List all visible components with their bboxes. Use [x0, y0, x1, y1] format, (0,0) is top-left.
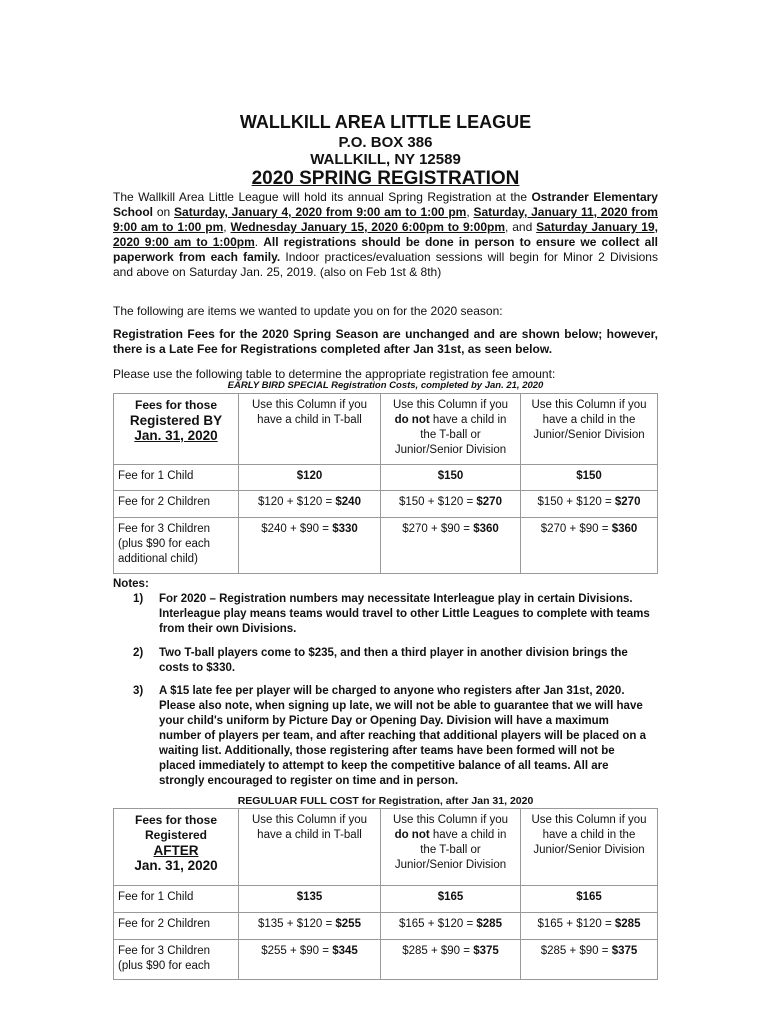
row-label: Fee for 1 Child — [114, 886, 239, 913]
fee-total: $375 — [473, 945, 499, 957]
row-label: Fee for 2 Children — [114, 913, 239, 940]
table-row — [114, 491, 658, 518]
fee-cell — [521, 491, 658, 518]
header-emphasis: do not — [394, 414, 430, 426]
header-fees-by — [114, 394, 239, 465]
header-line: Fees for those — [134, 398, 218, 412]
fee-formula: $135 + $120 = — [258, 918, 336, 930]
indoor-practice-notice: Indoor practices/evaluation sessions will begin for Minor 2 Divisions and above on Saturday Jan. 25, 2019. (also on Feb 1st & 8th) — [113, 250, 658, 279]
fee-formula: $165 + $120 = — [537, 918, 615, 930]
intro-and: and — [512, 220, 533, 234]
fee-formula: $240 + $90 = — [261, 523, 333, 535]
fee-cell — [239, 940, 381, 980]
fee-formula: $285 + $90 = — [402, 945, 474, 957]
table-row — [114, 518, 658, 574]
fee-formula: $150 + $120 = — [399, 496, 477, 508]
early-bird-caption: EARLY BIRD SPECIAL Registration Costs, completed by Jan. 21, 2020 — [227, 380, 544, 391]
date-4: Saturday January 19, 2020 9:00 am to 1:00pm — [113, 220, 658, 249]
note-number: 2) — [133, 647, 144, 659]
fee-formula: $270 + $90 = — [540, 523, 612, 535]
table-row — [114, 913, 658, 940]
header-text: have a child in the T-ball or Junior/Senior Division — [394, 414, 507, 456]
header-line: AFTER — [153, 843, 199, 858]
fee-cell — [521, 940, 658, 980]
header-line: Jan. 31, 2020 — [134, 858, 218, 873]
city-address: WALLKILL, NY 12589 — [310, 151, 461, 168]
fee-cell — [381, 518, 521, 574]
note-number: 3) — [133, 685, 144, 697]
table-header-row — [114, 809, 658, 886]
page-title: 2020 SPRING REGISTRATION — [251, 168, 520, 189]
date-3: Wednesday January 15, 2020 6:00pm to 9:00pm — [230, 220, 506, 234]
table-row — [114, 940, 658, 980]
note-text: Two T-ball players come to $235, and then a third player in another division brings the costs to $330. — [159, 647, 628, 674]
fee-total: $360 — [611, 523, 638, 535]
fee-cell — [521, 518, 658, 574]
fee-cell — [381, 913, 521, 940]
fee-total: $360 — [473, 523, 499, 535]
row-label: Fee for 1 Child — [114, 465, 239, 491]
fee-cell — [239, 913, 381, 940]
location: Ostrander Elementary School — [113, 190, 658, 219]
date-1: Saturday, January 4, 2020 from 9:00 am to 1:00 pm — [174, 205, 467, 219]
table-row — [114, 886, 658, 913]
early-bird-table — [113, 393, 658, 574]
header-no-tball — [381, 394, 521, 465]
row-label: Fee for 3 Children (plus $90 for each — [114, 940, 239, 980]
fee-total: $270 — [614, 496, 641, 508]
fee-total: $285 — [476, 918, 502, 930]
use-table-line: Please use the following table to determine the appropriate registration fee amount: — [113, 367, 556, 381]
org-name: WALLKILL AREA LITTLE LEAGUE — [239, 112, 532, 132]
header-line: Fees for those — [134, 813, 218, 827]
fee-total: $285 — [614, 918, 641, 930]
fees-notice: Registration Fees for the 2020 Spring Season are unchanged and are shown below; however, there is a Late Fee for Registrations completed after Jan 31st, as seen below. — [113, 327, 658, 356]
row-label: Fee for 2 Children — [114, 491, 239, 518]
fee-cell — [239, 518, 381, 574]
regular-table — [113, 808, 658, 980]
fee-cell: $120 — [239, 465, 381, 491]
fee-total: $375 — [611, 945, 638, 957]
row-label: Fee for 3 Children (plus $90 for each additional child) — [114, 518, 239, 574]
in-person-notice: All registrations should be done in person to ensure we collect all paperwork from each family. — [113, 235, 658, 264]
fee-cell: $150 — [521, 465, 658, 491]
notes-title: Notes: — [113, 578, 149, 590]
table-row — [114, 465, 658, 491]
fee-cell — [381, 491, 521, 518]
header-no-tball — [381, 809, 521, 886]
intro-paragraph: The Wallkill Area Little League will hold its annual Spring Registration at the Ostrander Elementary School on Saturday, January 4, 2020 from 9:00 am to 1:00 pm, Saturday, January 11, 2020 from 9:00 am to 1:00 pm, Wednesday January 15, 2020 6:00pm to 9:00pm, and Saturday January 19, 2020 9:00 am to 1:00pm. All registrations should be done in person to ensure we collect all paperwork from each family. Indoor practices/evaluation sessions will begin for Minor 2 Divisions and above on Saturday Jan. 25, 2019. (also on Feb 1st & 8th) — [113, 190, 658, 279]
fee-cell: $135 — [239, 886, 381, 913]
header-text: Use this Column if you — [392, 814, 509, 826]
fee-cell — [239, 491, 381, 518]
header-text: have a child in the T-ball or Junior/Senior Division — [394, 829, 507, 871]
note-number: 1) — [133, 593, 144, 605]
header-emphasis: do not — [394, 829, 430, 841]
fee-cell — [381, 940, 521, 980]
fee-formula: $285 + $90 = — [540, 945, 612, 957]
fee-formula: $270 + $90 = — [402, 523, 474, 535]
header-tball: Use this Column if you have a child in T-ball — [239, 394, 381, 465]
header-fees-after — [114, 809, 239, 886]
items-line: The following are items we wanted to update you on for the 2020 season: — [113, 304, 503, 318]
header-junior-senior: Use this Column if you have a child in the Junior/Senior Division — [521, 809, 658, 886]
po-box: P.O. BOX 386 — [338, 134, 433, 151]
fee-cell: $150 — [381, 465, 521, 491]
note-text: For 2020 – Registration numbers may necessitate Interleague play in certain Divisions. Interleague play means teams would travel to other Little Leagues to complete with teams from their own Divisions. — [159, 593, 650, 635]
table-header-row — [114, 394, 658, 465]
fee-formula: $255 + $90 = — [261, 945, 333, 957]
fee-formula: $120 + $120 = — [258, 496, 336, 508]
fee-cell: $165 — [381, 886, 521, 913]
fee-formula: $150 + $120 = — [537, 496, 615, 508]
fee-total: $345 — [332, 945, 358, 957]
fee-total: $270 — [476, 496, 502, 508]
header-line: Jan. 31, 2020 — [134, 428, 218, 443]
header-line: Registered BY — [129, 413, 223, 428]
header-junior-senior: Use this Column if you have a child in the Junior/Senior Division — [521, 394, 658, 465]
intro-on: on — [156, 205, 171, 219]
fee-total: $330 — [332, 523, 358, 535]
fee-total: $255 — [335, 918, 361, 930]
date-2: Saturday, January 11, 2020 from 9:00 am to 1:00 pm — [113, 205, 658, 234]
fee-cell — [521, 913, 658, 940]
header-line: Registered — [144, 828, 208, 842]
regular-caption: REGULUAR FULL COST for Registration, after Jan 31, 2020 — [237, 795, 534, 807]
fee-formula: $165 + $120 = — [399, 918, 477, 930]
note-text: A $15 late fee per player will be charged to anyone who registers after Jan 31st, 2020. Please also note, when signing up late, we will not be able to guarantee that we will have your child's uniform by Picture Day or Opening Day. Division will have a maximum number of players per team, and after reaching that additional players will be placed on a waiting list. Additionally, those registering after teams have been formed will not be placed immediately to attempt to keep the competitive balance of all teams. All are strongly encouraged to register on time and in person. — [159, 685, 646, 787]
fee-cell: $165 — [521, 886, 658, 913]
notes-list — [113, 592, 658, 792]
fee-total: $240 — [335, 496, 361, 508]
header-tball: Use this Column if you have a child in T-ball — [239, 809, 381, 886]
intro-text: The Wallkill Area Little League will hold its annual Spring Registration at the — [113, 190, 527, 204]
header-text: Use this Column if you — [392, 399, 509, 411]
